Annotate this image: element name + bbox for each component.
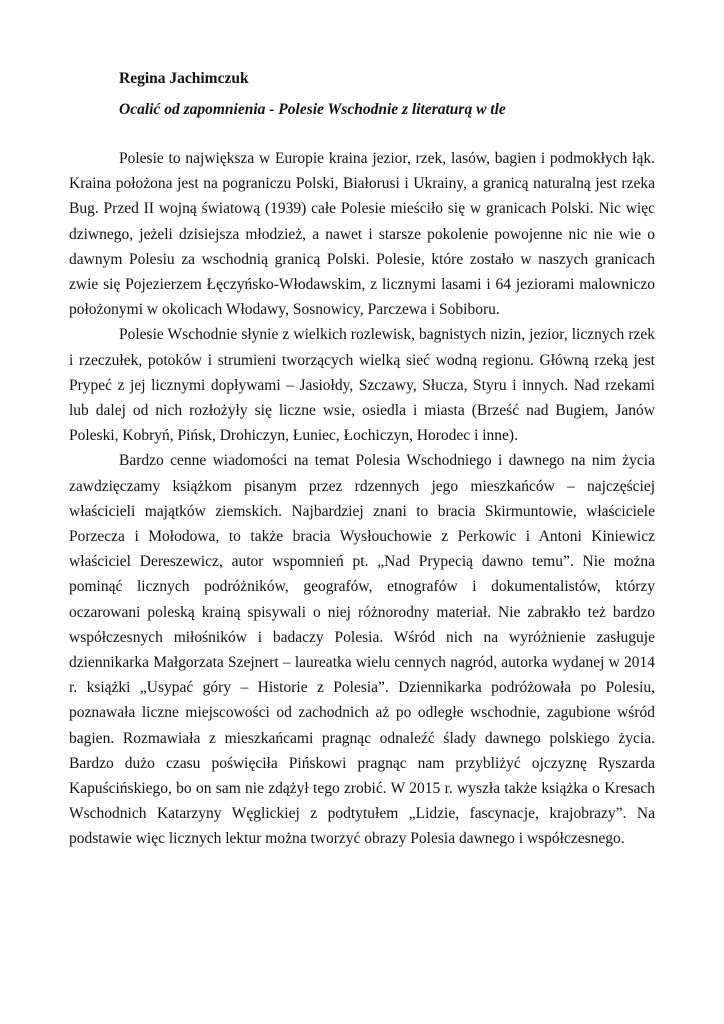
paragraph-1: Polesie to największa w Europie kraina jezior, rzek, lasów, bagien i podmokłych łąk. Kraina położona jest na pograniczu Polski, Białorusi i Ukrainy, a granicą naturalną jest rzeka Bug. Przed II wojną światową (1939) całe Polesie mieściło się w granicach Polski. Nic więc dziwnego, jeżeli dzisiejsza młodzież, a nawet i starsze pokolenie powojenne nic nie wie o dawnym Polesiu za wschodnią granicą Polski. Polesie, które zostało w naszych granicach zwie się Pojezierzem Łęczyńsko-Włodawskim, z licznymi lasami i 64 jeziorami malowniczo położonymi w okolicach Włodawy, Sosnowicy, Parczewa i Sobiboru. bbox=[69, 150, 655, 319]
document-header bbox=[119, 68, 679, 121]
paragraph-2: Polesie Wschodnie słynie z wielkich rozlewisk, bagnistych nizin, jezior, licznych rzek i rzeczułek, potoków i strumieni tworzących wielką sieć wodną regionu. Główną rzeką jest Prypeć z jej licznymi dopływami – Jasiołdy, Szczawy, Słucza, Styru i innych. Nad rzekami lub dalej od nich rozłożyły się liczne wsie, osiedla i miasta (Brześć nad Bugiem, Janów Poleski, Kobryń, Pińsk, Drohiczyn, Łuniec, Łochiczyn, Horodec i inne). bbox=[69, 326, 655, 445]
document-body bbox=[69, 146, 655, 852]
author-name: Regina Jachimczuk bbox=[119, 70, 249, 87]
paragraph-3: Bardzo cenne wiadomości na temat Polesia Wschodniego i dawnego na nim życia zawdzięczamy książkom pisanym przez rdzennych jego mieszkańców – najczęściej właścicieli majątków ziemskich. Najbardziej znani to bracia Skirmuntowie, właściciele Porzecza i Mołodowa, to także bracia Wysłouchowie z Perkowic i Antoni Kiniewicz właściciel Dereszewicz, autor wspomnień pt. „Nad Prypecią dawno temu”. Nie można pominąć licznych podróżników, geografów, etnografów i dokumentalistów, którzy oczarowani poleską krainą spisywali o niej różnorodny materiał. Nie zabrakło też bardzo współczesnych miłośników i badaczy Polesia. Wśród nich na wyróżnienie zasługuje dziennikarka Małgorzata Szejnert – laureatka wielu cennych nagród, autorka wydanej w 2014 r. książki „Usypać góry – Historie z Polesia”. Dziennikarka podróżowała po Polesiu, poznawała liczne miejscowości od zachodnich aż po odległe wschodnie, zagubione wśród bagien. Rozmawiała z mieszkańcami pragnąc odnaleźć ślady dawnego polskiego życia. Bardzo dużo czasu poświęciła Pińskowi pragnąc nam przybliżyć ojczyznę Ryszarda Kapuścińskiego, bo on sam nie zdążył tego zrobić. W 2015 r. wyszła także książka o Kresach Wschodnich Katarzyny Węglickiej z podtytułem „Lidzie, fascynacje, krajobrazy”. Na podstawie więc licznych lektur można tworzyć obrazy Polesia dawnego i współczesnego. bbox=[69, 452, 655, 848]
document-title: Ocalić od zapomnienia - Polesie Wschodnie z literaturą w tle bbox=[119, 101, 506, 118]
